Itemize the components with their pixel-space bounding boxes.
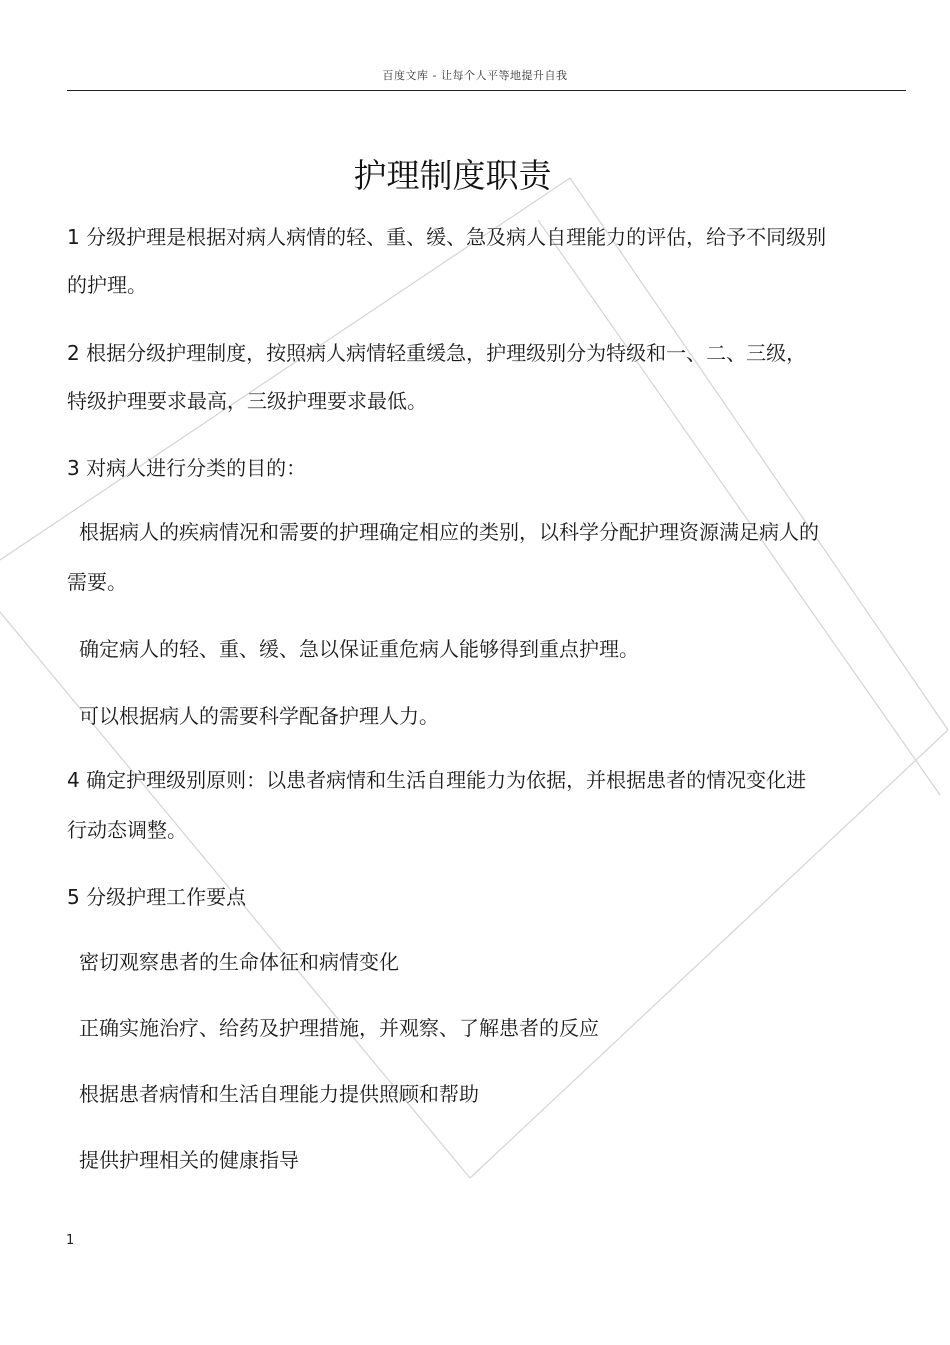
paragraph-line: 2 根据分级护理制度，按照病人病情轻重缓急，护理级别分为特级和一、二、三级， — [67, 341, 807, 365]
list-item: 根据患者病情和生活自理能力提供照顾和帮助 — [79, 1082, 479, 1106]
paragraph-line: 的护理。 — [67, 273, 147, 297]
section-heading: 5 分级护理工作要点 — [67, 885, 247, 909]
document-title: 护理制度职责 — [353, 156, 552, 195]
list-item: 正确实施治疗、给药及护理措施，并观察、了解患者的反应 — [79, 1016, 599, 1040]
page-header: 百度文库 - 让每个人平等地提升自我 — [382, 69, 568, 82]
page-number: 1 — [66, 1233, 75, 1248]
paragraph-line: 确定病人的轻、重、缓、急以保证重危病人能够得到重点护理。 — [79, 637, 639, 661]
header-divider — [67, 90, 906, 91]
paragraph-line: 4 确定护理级别原则：以患者病情和生活自理能力为依据，并根据患者的情况变化进 — [67, 768, 807, 792]
paragraph-line: 行动态调整。 — [67, 818, 187, 842]
paragraph-line: 需要。 — [67, 570, 127, 594]
list-item: 密切观察患者的生命体征和病情变化 — [79, 950, 399, 974]
paragraph-line: 可以根据病人的需要科学配备护理人力。 — [79, 704, 439, 728]
paragraph-line: 特级护理要求最高，三级护理要求最低。 — [67, 389, 427, 413]
list-item: 提供护理相关的健康指导 — [79, 1148, 299, 1172]
paragraph-line: 1 分级护理是根据对病人病情的轻、重、缓、急及病人自理能力的评估，给予不同级别 — [67, 225, 827, 249]
paragraph-line: 根据病人的疾病情况和需要的护理确定相应的类别，以科学分配护理资源满足病人的 — [79, 520, 819, 544]
section-heading: 3 对病人进行分类的目的： — [67, 456, 307, 480]
